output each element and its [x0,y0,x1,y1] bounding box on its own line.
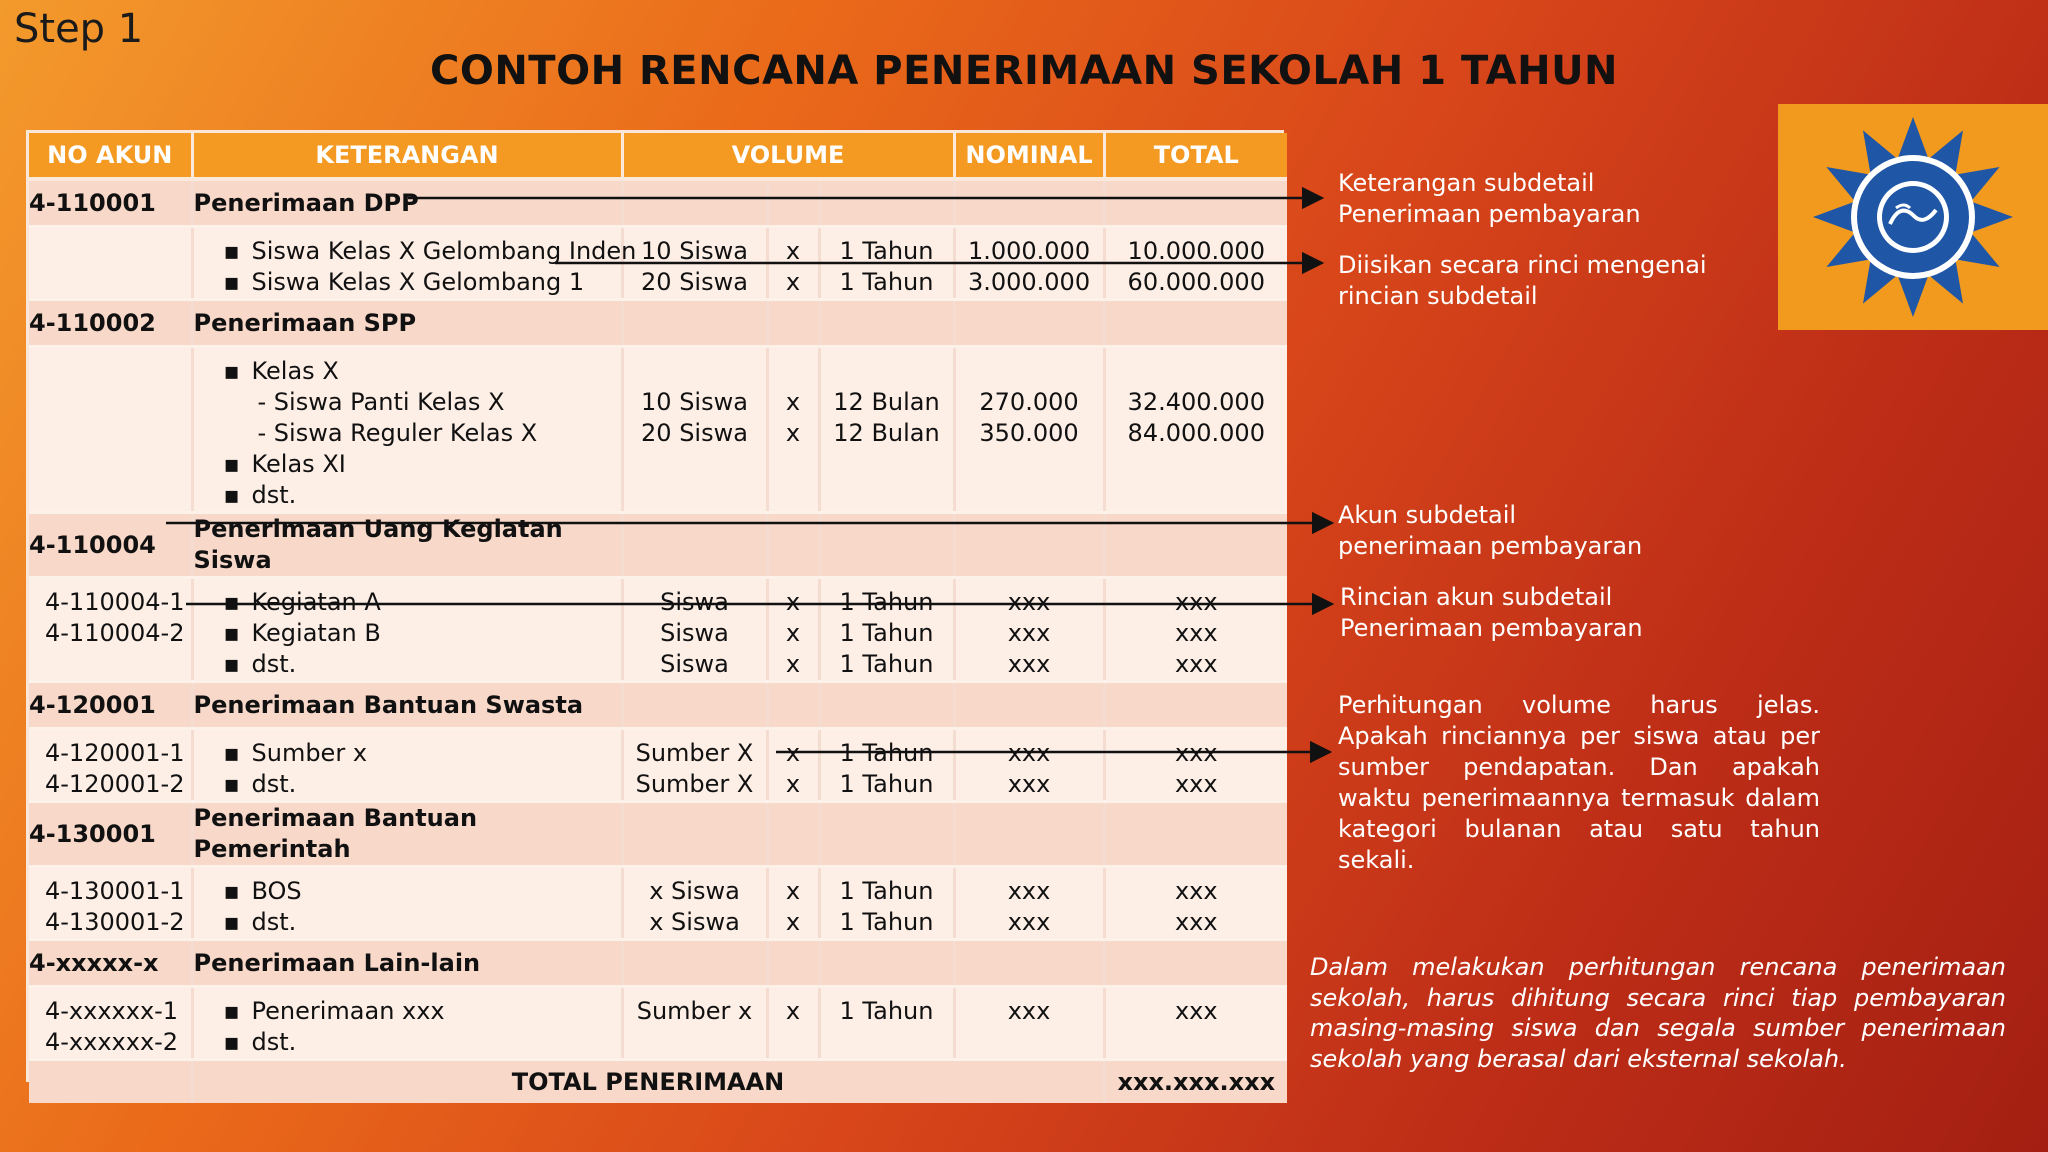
annotation-subdetail-description: Keterangan subdetail Penerimaan pembayaran [1338,169,1641,228]
empty-cell [819,940,954,987]
cell-line: x [785,419,801,447]
annotation-volume-calculation: Perhitungan volume harus jelas. Apakah rinciannya per siswa atau per sumber pendapatan. Dan apakah waktu penerimaannya termasuk dalam kategori bulanan atau satu tahun sekali. [1338,691,1820,874]
detail-accounts [29,227,192,300]
empty-cell [622,802,767,867]
cell-line: x [785,770,801,798]
logo [1778,104,2048,330]
section-title: Penerimaan Lain-lain [192,940,622,987]
section-account: 4-130001 [29,802,192,867]
cell-line: xxx [1174,619,1218,647]
detail-text: dst. [251,1028,297,1056]
section-header-row [29,300,1287,347]
muhammadiyah-sun-emblem-icon [1778,104,2048,330]
section-detail-row [29,729,1287,802]
cell-line: 1 Tahun [839,588,934,616]
volume-times [767,987,819,1060]
cell-line: 1 Tahun [839,237,934,265]
empty-cell [819,179,954,227]
page-title: CONTOH RENCANA PENERIMAAN SEKOLAH 1 TAHUN [429,48,1619,94]
annotation-fill-detail: Diisikan secara rinci mengenai rincian subdetail [1338,251,1707,310]
total-values [1104,867,1287,940]
section-account: 4-110001 [29,179,192,227]
section-account: 4-110004 [29,513,192,578]
bullet-icon: ▪ [223,268,240,296]
cell-line: Sumber X [635,739,754,767]
total-values [1104,227,1287,300]
cell-line: xxx [1174,588,1218,616]
detail-text: BOS [251,877,302,905]
detail-line [210,267,621,298]
volume-period [819,347,954,513]
empty-cell [1104,682,1287,729]
cell-line: 1 Tahun [839,770,934,798]
bullet-icon: ▪ [223,619,240,647]
cell-line: 84.000.000 [1127,419,1265,447]
cell-line: 4-130001-2 [45,908,185,936]
detail-line [210,356,621,387]
cell-line: xxx [1007,908,1051,936]
cell-line: 32.400.000 [1127,388,1265,416]
cell-line: 4-120001-1 [45,739,185,767]
detail-line [210,1027,621,1058]
revenue-table-container [26,130,1284,1096]
column-header-account: NO AKUN [29,133,192,179]
nominal-values [954,347,1104,513]
nominal-values [954,578,1104,682]
empty-cell [819,682,954,729]
section-title: Penerimaan Bantuan Pemerintah [192,802,622,867]
volume-qty [622,347,767,513]
empty-cell [819,300,954,347]
empty-cell [622,179,767,227]
cell-line: x [785,619,801,647]
detail-text: Siswa Kelas X Gelombang Inden [251,237,637,265]
spacer-line [821,356,953,387]
volume-times [767,347,819,513]
volume-qty [622,729,767,802]
cell-line: xxx [1174,997,1218,1025]
cell-line: x [785,268,801,296]
detail-line [210,236,637,267]
cell-line: x [785,739,801,767]
column-header-total: TOTAL [1104,133,1287,179]
cell-line: xxx [1174,650,1218,678]
cell-line: Siswa [660,650,729,678]
total-row [29,1060,1287,1104]
cell-line: xxx [1007,619,1051,647]
volume-times [767,227,819,300]
volume-qty [622,227,767,300]
empty-cell [29,1060,192,1104]
detail-lines [192,729,622,802]
cell-line: 4-130001-1 [45,877,185,905]
volume-times [767,867,819,940]
cell-line: 1 Tahun [839,268,934,296]
detail-line [210,618,621,649]
empty-cell [767,940,819,987]
cell-line: 3.000.000 [967,268,1091,296]
empty-cell [1104,940,1287,987]
cell-line: Sumber X [635,770,754,798]
detail-subtext: - Siswa Panti Kelas X [257,388,505,416]
cell-line: xxx [1174,739,1218,767]
cell-line: 10 Siswa [641,388,748,416]
empty-cell [1104,513,1287,578]
cell-line: 20 Siswa [641,268,748,296]
detail-text: Sumber x [251,739,368,767]
cell-line: 60.000.000 [1127,268,1265,296]
detail-text: Siswa Kelas X Gelombang 1 [251,268,585,296]
empty-cell [767,179,819,227]
cell-line: 1 Tahun [839,739,934,767]
cell-line: Sumber x [636,997,753,1025]
detail-accounts [29,867,192,940]
cell-line: 4-xxxxxx-2 [45,1028,179,1056]
revenue-table [29,133,1287,1103]
spacer-line [769,356,818,387]
section-detail-row [29,867,1287,940]
bullet-icon: ▪ [223,739,240,767]
cell-line: 1 Tahun [839,908,934,936]
cell-line: 1 Tahun [839,877,934,905]
empty-cell [954,802,1104,867]
bullet-icon: ▪ [223,908,240,936]
empty-cell [767,300,819,347]
empty-cell [1104,802,1287,867]
cell-line: 12 Bulan [833,388,940,416]
detail-lines [192,987,622,1060]
bullet-icon: ▪ [223,237,240,265]
empty-cell [1104,300,1287,347]
step-label: Step 1 [14,6,144,52]
cell-line: x [785,908,801,936]
cell-line: 1 Tahun [839,650,934,678]
cell-line: 10.000.000 [1127,237,1265,265]
volume-period [819,227,954,300]
bullet-icon: ▪ [223,997,240,1025]
detail-line [210,587,621,618]
total-label: TOTAL PENERIMAAN [192,1060,1104,1104]
detail-lines [192,867,622,940]
total-values [1104,578,1287,682]
annotation-subdetail-account: Akun subdetail penerimaan pembayaran [1338,501,1643,560]
volume-qty [622,867,767,940]
detail-line [210,387,621,418]
volume-period [819,578,954,682]
cell-line: 350.000 [979,419,1079,447]
empty-cell [954,940,1104,987]
section-header-row [29,940,1287,987]
section-account: 4-110002 [29,300,192,347]
detail-text: Kegiatan B [251,619,381,647]
cell-line: 1 Tahun [839,997,934,1025]
total-values [1104,347,1287,513]
detail-line [210,738,621,769]
cell-line: x [785,588,801,616]
cell-line: x [785,237,801,265]
cell-line: 20 Siswa [641,419,748,447]
cell-line: xxx [1007,877,1051,905]
summary-note: Dalam melakukan perhitungan rencana penerimaan sekolah, harus dihitung secara rinci tiap pembayaran masing-masing siswa dan segala sumber penerimaan sekolah yang berasal dari eksternal sekolah. [1310,953,2006,1073]
empty-cell [954,682,1104,729]
detail-accounts [29,578,192,682]
volume-period [819,729,954,802]
nominal-values [954,987,1104,1060]
total-value: xxx.xxx.xxx [1104,1060,1287,1104]
section-header-row [29,179,1287,227]
section-header-row [29,682,1287,729]
section-header-row [29,802,1287,867]
volume-times [767,729,819,802]
empty-cell [767,682,819,729]
detail-line [210,649,621,680]
cell-line: 12 Bulan [833,419,940,447]
detail-text: dst. [251,650,297,678]
cell-line: x Siswa [649,877,740,905]
cell-line: x Siswa [649,908,740,936]
bullet-icon: ▪ [223,450,240,478]
spacer-line [624,356,766,387]
bullet-icon: ▪ [223,770,240,798]
detail-line [210,907,621,938]
volume-qty [622,578,767,682]
bullet-icon: ▪ [223,481,240,509]
cell-line: Siswa [660,588,729,616]
cell-line: x [785,997,801,1025]
cell-line: 270.000 [979,388,1079,416]
section-title: Penerimaan SPP [192,300,622,347]
section-title: Penerimaan Bantuan Swasta [192,682,622,729]
cell-line: xxx [1174,770,1218,798]
section-header-row [29,513,1287,578]
empty-cell [622,682,767,729]
cell-line: 4-xxxxxx-1 [45,997,179,1025]
bullet-icon: ▪ [223,877,240,905]
section-title: Penerimaan Uang Kegiatan Siswa [192,513,622,578]
annotation-account-detail: Rincian akun subdetail Penerimaan pembayaran [1340,583,1643,642]
empty-cell [954,300,1104,347]
section-detail-row [29,347,1287,513]
table-header-row [29,133,1287,179]
detail-text: dst. [251,908,297,936]
detail-text: Kelas X [251,357,339,385]
detail-accounts [29,729,192,802]
detail-line [210,418,621,449]
detail-line [210,769,621,800]
section-account: 4-120001 [29,682,192,729]
spacer-line [956,356,1103,387]
detail-accounts [29,987,192,1060]
detail-text: dst. [251,481,297,509]
cell-line: x [785,650,801,678]
nominal-values [954,227,1104,300]
bullet-icon: ▪ [223,650,240,678]
detail-subtext: - Siswa Reguler Kelas X [257,419,538,447]
nominal-values [954,729,1104,802]
column-header-volume: VOLUME [622,133,954,179]
empty-cell [622,940,767,987]
cell-line: 4-110004-2 [45,619,185,647]
cell-line: 4-120001-2 [45,770,185,798]
cell-line: xxx [1174,908,1218,936]
total-values [1104,729,1287,802]
empty-cell [819,802,954,867]
empty-cell [767,802,819,867]
cell-line: xxx [1174,877,1218,905]
volume-period [819,987,954,1060]
volume-times [767,578,819,682]
cell-line: xxx [1007,650,1051,678]
empty-cell [954,179,1104,227]
cell-line: xxx [1007,739,1051,767]
cell-line: 1 Tahun [839,619,934,647]
section-detail-row [29,578,1287,682]
empty-cell [622,300,767,347]
cell-line: 10 Siswa [641,237,748,265]
detail-line [210,449,621,480]
cell-line: x [785,388,801,416]
detail-text: Kelas XI [251,450,346,478]
detail-text: Penerimaan xxx [251,997,445,1025]
empty-cell [819,513,954,578]
section-detail-row [29,227,1287,300]
detail-text: dst. [251,770,297,798]
column-header-nominal: NOMINAL [954,133,1104,179]
detail-lines [192,578,622,682]
section-detail-row [29,987,1287,1060]
detail-lines [192,347,622,513]
cell-line: 1.000.000 [967,237,1091,265]
cell-line: Siswa [660,619,729,647]
detail-line [210,876,621,907]
volume-qty [622,987,767,1060]
cell-line: 4-110004-1 [45,588,185,616]
nominal-values [954,867,1104,940]
total-values [1104,987,1287,1060]
empty-cell [767,513,819,578]
section-account: 4-xxxxx-x [29,940,192,987]
bullet-icon: ▪ [223,1028,240,1056]
detail-accounts [29,347,192,513]
column-header-description: KETERANGAN [192,133,622,179]
spacer-line [1106,356,1288,387]
cell-line: xxx [1007,997,1051,1025]
bullet-icon: ▪ [223,588,240,616]
bullet-icon: ▪ [223,357,240,385]
cell-line: xxx [1007,588,1051,616]
empty-cell [954,513,1104,578]
detail-lines [192,227,637,300]
section-title: Penerimaan DPP [192,179,622,227]
empty-cell [1104,179,1287,227]
detail-line [210,480,621,511]
empty-cell [622,513,767,578]
detail-text: Kegiatan A [251,588,381,616]
detail-line [210,996,621,1027]
volume-period [819,867,954,940]
cell-line: xxx [1007,770,1051,798]
cell-line: x [785,877,801,905]
